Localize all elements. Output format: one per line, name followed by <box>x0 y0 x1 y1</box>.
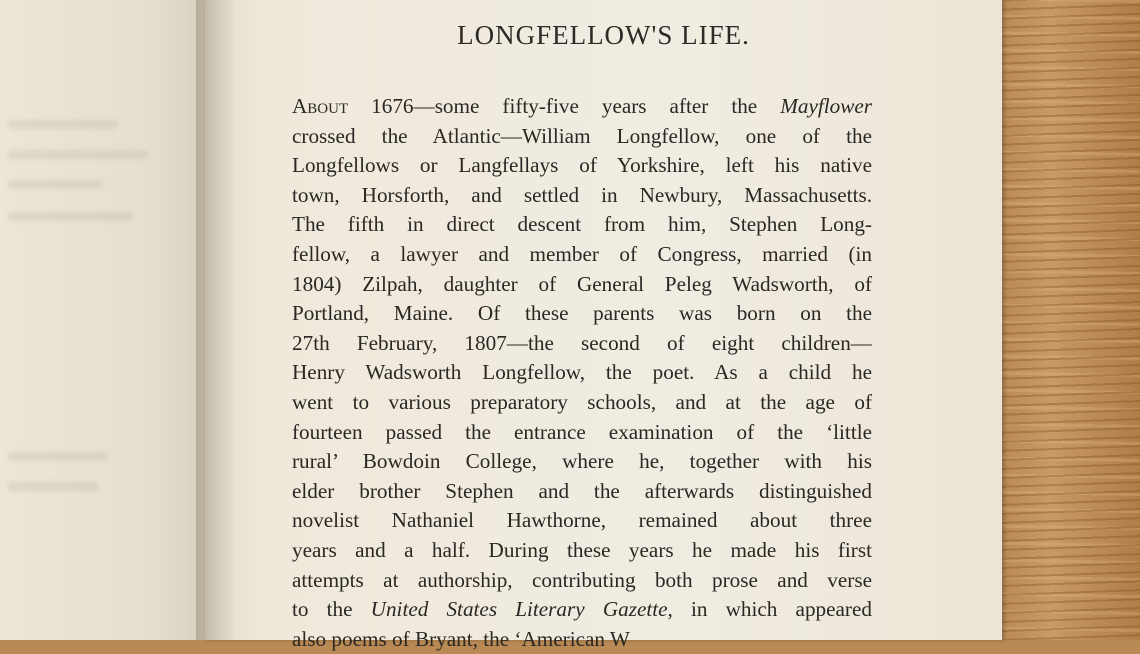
left-page-blur <box>8 120 118 129</box>
text-run: went to various preparatory schools, and at the age of <box>292 389 872 414</box>
text-run: fourteen passed the entrance examination of the ‘little <box>292 419 872 444</box>
page-gutter <box>196 0 236 640</box>
text-line <box>292 506 872 536</box>
text-run: crossed the Atlantic—William Longfellow, one of the <box>292 123 872 148</box>
text-run: Henry Wadsworth Longfellow, the poet. As a child he <box>292 360 872 385</box>
text-line <box>292 270 872 300</box>
text-run: attempts at authorship, contributing both prose and verse <box>292 567 872 592</box>
left-page <box>0 0 205 640</box>
text-run: novelist Nathaniel Hawthorne, remained about three <box>292 508 872 533</box>
text-line <box>292 595 872 625</box>
wooden-table <box>990 0 1140 640</box>
text-line <box>292 447 872 477</box>
text-line <box>292 388 872 418</box>
text-run: Portland, Maine. Of these parents was born on the <box>292 301 872 326</box>
text-line <box>292 536 872 566</box>
left-page-blur <box>8 150 148 159</box>
text-line <box>292 299 872 329</box>
text-line <box>292 329 872 359</box>
body-text <box>292 92 872 654</box>
text-run: town, Horsforth, and settled in Newbury, Massachusetts. <box>292 182 872 207</box>
text-run: fellow, a lawyer and member of Congress, married (in <box>292 241 872 266</box>
text-line <box>292 358 872 388</box>
text-run: elder brother Stephen and the afterwards distinguished <box>292 478 872 503</box>
text-run: 27th February, 1807—the second of eight children— <box>292 330 872 355</box>
text-run: The fifth in direct descent from him, Stephen Long- <box>292 212 872 237</box>
text-line <box>292 625 872 654</box>
text-run: also poems of Bryant, the ‘American W <box>292 626 630 651</box>
left-page-blur <box>8 452 108 461</box>
text-line <box>292 122 872 152</box>
running-head: LONGFELLOW'S LIFE. <box>457 20 750 50</box>
text-line <box>292 566 872 596</box>
text-run: to the <box>292 597 371 622</box>
text-line <box>292 240 872 270</box>
text-run: 1804) Zilpah, daughter of General Peleg Wadsworth, of <box>292 271 872 296</box>
italic-text: Mayflower <box>780 94 872 118</box>
left-page-blur <box>8 180 103 189</box>
left-page-blur <box>8 482 98 491</box>
text-line <box>292 181 872 211</box>
text-line <box>292 210 872 240</box>
small-caps-text: About <box>292 94 349 118</box>
text-line <box>292 418 872 448</box>
left-page-blur <box>8 212 133 221</box>
text-line <box>292 477 872 507</box>
text-run: rural’ Bowdoin College, where he, together with his <box>292 449 872 474</box>
text-run: 1676—some fifty-five years after the <box>348 94 781 118</box>
text-run: Longfellows or Langfellays of Yorkshire, left his native <box>292 153 872 178</box>
text-line <box>292 151 872 181</box>
text-run: , in which appeared <box>667 597 872 622</box>
text-line <box>292 92 872 122</box>
text-run: years and a half. During these years he made his first <box>292 537 872 562</box>
italic-text: United States Literary Gazette <box>370 597 668 622</box>
book-page <box>205 0 1002 651</box>
